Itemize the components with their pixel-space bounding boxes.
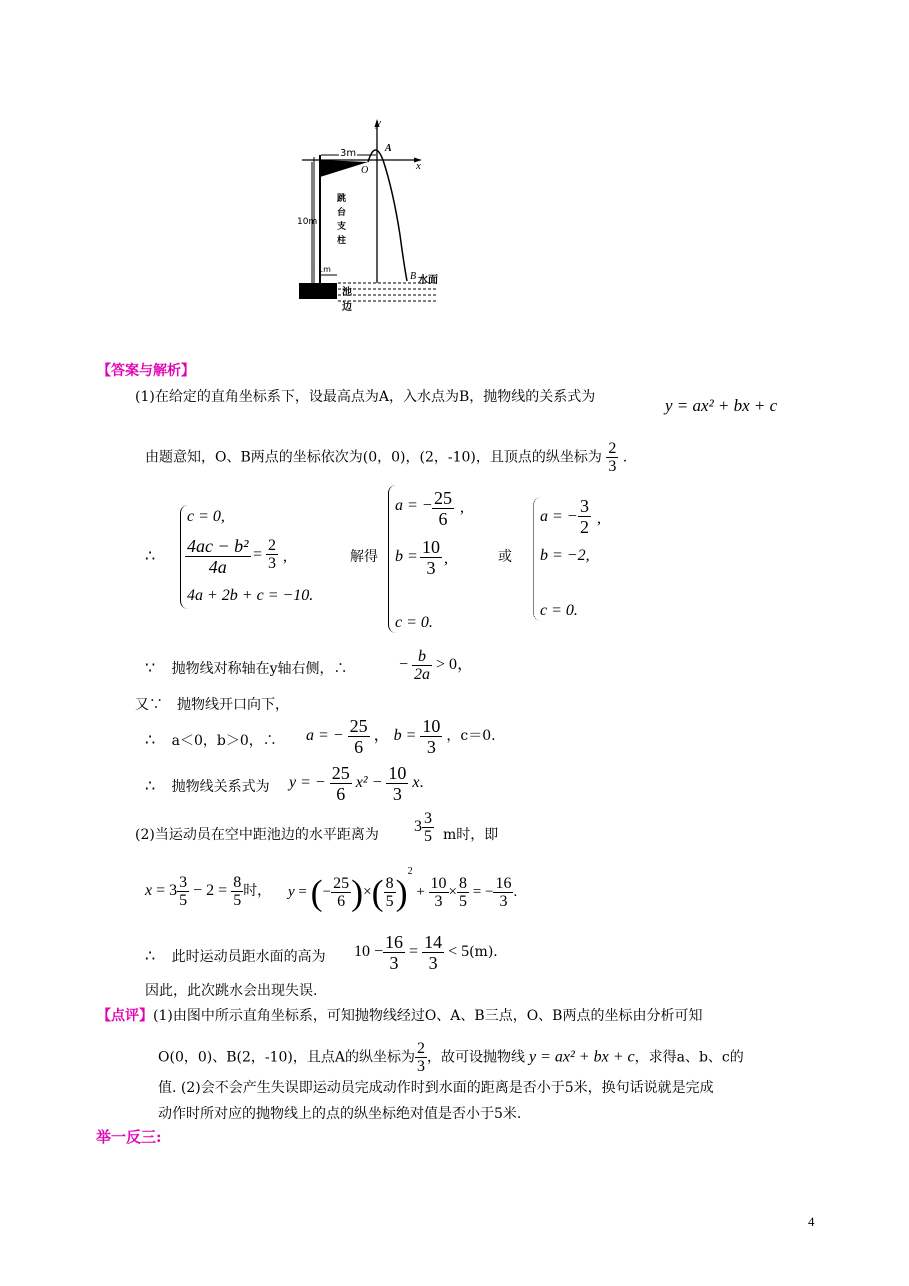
numerator: 3 [424,810,432,827]
neg-b-over-2a [399,648,473,683]
x-squared: x² − [355,774,383,792]
numerator: 10 [422,537,440,557]
comma: ， [457,656,474,674]
numerator: 25 [349,716,368,736]
sys-eq-fraction [185,536,251,577]
denominator: 6 [438,509,448,529]
ab-sign-text: a＜0，b＞0，∴ [171,733,277,749]
conclusion-line: 因此，此次跳水会出现失误. [145,983,318,999]
fraction-8-5 [384,875,396,910]
fraction-10-3 [429,875,449,910]
sys-eq-third: 4a + 2b + c = −10. [187,587,314,604]
review-l2-post: ，求得a、b、c的 [634,1049,744,1066]
pool-edge-char: 池 [342,287,352,298]
relation-text: 抛物线关系式为 [171,779,270,795]
pillar-char: 台 [337,208,347,218]
pillar-char: 支 [337,222,347,232]
period: . [419,774,424,792]
fraction-2-3 [606,440,618,475]
lt-5: < 5 [444,943,470,961]
ab-values [306,716,496,757]
ten: 10 − [354,943,384,961]
diving-figure [290,115,440,340]
comma: , [597,510,601,527]
y-value-formula [288,866,517,914]
sol1-b-fraction [420,537,442,578]
because-symbol: ∵ [145,658,156,677]
denominator: 6 [354,737,364,757]
eq: = [405,943,423,961]
times: × [448,884,458,900]
x-eq: x [145,882,153,900]
sol2-c: c = 0. [540,602,578,619]
review-line-4: 动作时所对应的抛物线上的点的纵坐标绝对值是否小于5米. [158,1106,522,1122]
numerator: 3 [580,496,589,516]
review-l1-text: (1)由图中所示直角坐标系，可知抛物线经过O、A、B三点，O、B两点的坐标由分析可知 [153,1008,703,1024]
sys-eq-two-thirds [266,537,278,572]
numerator: 10 [388,763,407,783]
solve-label: 解得 [350,549,378,565]
denominator: 3 [499,893,508,911]
period: . [622,449,628,466]
numerator: 2 [608,440,617,457]
whole: 3 [414,818,422,836]
eq-minus: = − [469,884,494,900]
denominator: 2 [580,517,589,537]
minus-2: − 2 = [189,882,232,900]
review-l2-mid: ，故可设抛物线 [427,1049,525,1066]
pillar-char: 柱 [337,236,347,246]
ab-sign-line [145,730,277,750]
gt-zero: > 0 [436,656,458,674]
because-line [145,658,348,678]
page-number: 4 [808,1214,815,1229]
therefore-symbol: ∴ [145,730,156,749]
x-term: x [412,774,420,792]
therefore-symbol: ∴ [145,946,156,965]
figure-label-b: B [410,271,417,282]
numerator: 14 [424,932,443,952]
denominator: 6 [336,784,346,804]
height-line [145,946,326,966]
comma: ， [373,727,390,745]
review-line-1 [97,1005,702,1025]
review-heading: 【点评】 [97,1008,153,1024]
pillar-char: 跳 [337,194,347,204]
numerator: 16 [385,932,404,952]
fraction-2-3 [415,1040,427,1075]
fraction-25-6 [331,875,351,910]
paren-close: ) [395,872,408,913]
sys-eq-equals: = [253,546,263,563]
axis-text: 抛物线对称轴在y轴右侧，∴ [171,661,348,677]
y-eq: y = − [289,774,326,792]
fraction-b-2a [412,648,432,683]
a-eq: a = − [306,727,344,745]
numerator: 8 [459,875,468,893]
sol2-b: b = −2, [540,547,590,564]
figure-label-x: x [416,160,421,172]
answer-heading: 【答案与解析】 [97,363,195,379]
answer-p2-text: 由题意知，O、B两点的坐标依次为(0，0)，(2，-10)，且顶点的纵坐标为 [145,449,602,466]
sol1-c: c = 0. [395,614,433,631]
mixed-number-3-3-5 [414,810,434,845]
review-formula: y = ax² + bx + c [525,1048,635,1066]
denominator: 3 [426,558,436,578]
denominator: 3 [268,555,276,572]
figure-label-a: A [385,143,392,154]
therefore-symbol: ∴ [145,776,156,795]
paren-open: ( [371,872,384,913]
numerator: 8 [233,874,242,891]
sol1-b-prefix: b = [395,548,418,565]
denominator: 3 [417,1058,425,1075]
b-eq: b = [393,727,417,745]
denominator: 3 [428,953,438,973]
comma: , [444,550,448,567]
denominator: 2a [414,666,431,683]
numerator: 8 [385,875,394,893]
fraction-16-3 [383,932,405,973]
period: . [513,884,518,900]
fraction-25-6 [348,716,370,757]
paren-open: ( [310,872,323,913]
height-text: 此时运动员距水面的高为 [171,949,326,965]
figure-label-o: O [361,165,369,176]
denominator: 3 [426,737,436,757]
numerator: 10 [430,875,447,893]
fraction-25-6 [330,763,352,804]
eq: = 3 [152,882,178,900]
sol1-a-fraction [432,488,454,529]
part2-line [135,824,379,844]
numerator: 16 [495,875,512,893]
sol1-a-prefix: a = − [395,497,433,514]
x-suffix: 时， [243,883,272,900]
relation-formula [289,763,424,804]
pool-edge-char: 边 [342,302,352,313]
part2-tail: m时，即 [443,827,499,843]
figure-label-3m: 3m [340,148,357,159]
denominator: 5 [233,892,242,909]
paren-close: ) [351,872,364,913]
unit: (m). [469,944,498,961]
denominator: 3 [434,893,443,911]
figure-label-pool-edge [342,285,352,315]
figure-label-y: y [376,117,381,129]
fraction-3-5 [177,874,189,909]
fraction-8-5 [231,874,243,909]
figure-label-pillar [337,192,346,248]
sys-eq-comma: , [283,548,287,565]
numerator: 3 [179,874,188,891]
review-line-3: 值. (2)会不会产生失误即运动员完成动作时到水面的距离是否小于5米，换句话说就是完成 [158,1080,714,1096]
fraction-10-3 [386,763,408,804]
x-value-formula [145,874,271,909]
fraction-10-3 [420,716,442,757]
sys-eq-c0: c = 0, [187,508,225,525]
sol2-a-prefix: a = − [540,508,578,525]
denominator: 5 [179,892,188,909]
denominator: 5 [424,828,432,845]
open-down-line: 又∵ 抛物线开口向下， [135,697,289,713]
denominator: 3 [608,458,617,475]
numerator: 4ac − b² [187,536,249,556]
c-eq: ，c＝0. [446,728,496,745]
minus: − [399,656,409,674]
answer-paragraph-2 [145,440,627,475]
numerator: 2 [417,1040,425,1057]
relation-line [145,776,270,796]
fraction-14-3 [422,932,444,973]
answer-paragraph-1: (1)在给定的直角坐标系下，设最高点为A，入水点为B，抛物线的关系式为 [135,389,596,405]
numerator: 2 [268,537,276,554]
eq: = [294,884,311,900]
comma: , [460,499,464,516]
denominator: 5 [459,893,468,911]
numerator: 25 [331,763,350,783]
figure-label-10m: 10m [297,217,318,227]
answer-formula-1: y = ax² + bx + c [665,396,778,415]
numerator: 25 [434,488,452,508]
height-formula [354,932,498,973]
times: × [363,884,372,900]
minus: − [322,884,332,900]
therefore-symbol: ∴ [145,546,156,565]
part2-text: (2)当运动员在空中距池边的水平距离为 [135,827,379,843]
review-line-2 [158,1040,744,1075]
numerator: 10 [422,716,441,736]
plus: + [412,884,429,900]
sol2-a-fraction [578,496,591,537]
denominator: 3 [392,784,402,804]
section-heading: 举一反三: [96,1128,162,1146]
y-eq: y [288,884,295,900]
exponent-2: 2 [407,866,413,877]
fraction-16-3 [493,875,513,910]
fraction-8-5 [457,875,469,910]
numerator: 25 [333,875,350,893]
denominator: 5 [385,893,394,911]
review-l2-pre: O(0，0)、B(2，-10)，且点A的纵坐标为 [158,1049,415,1066]
figure-label-1m: 1m [318,265,331,274]
figure-label-surface: 水面 [418,275,438,286]
fraction-3-5 [422,810,434,845]
or-label: 或 [498,549,512,565]
denominator: 6 [337,893,346,911]
numerator: b [412,648,432,666]
denominator: 3 [389,953,399,973]
denominator: 4a [208,557,227,577]
